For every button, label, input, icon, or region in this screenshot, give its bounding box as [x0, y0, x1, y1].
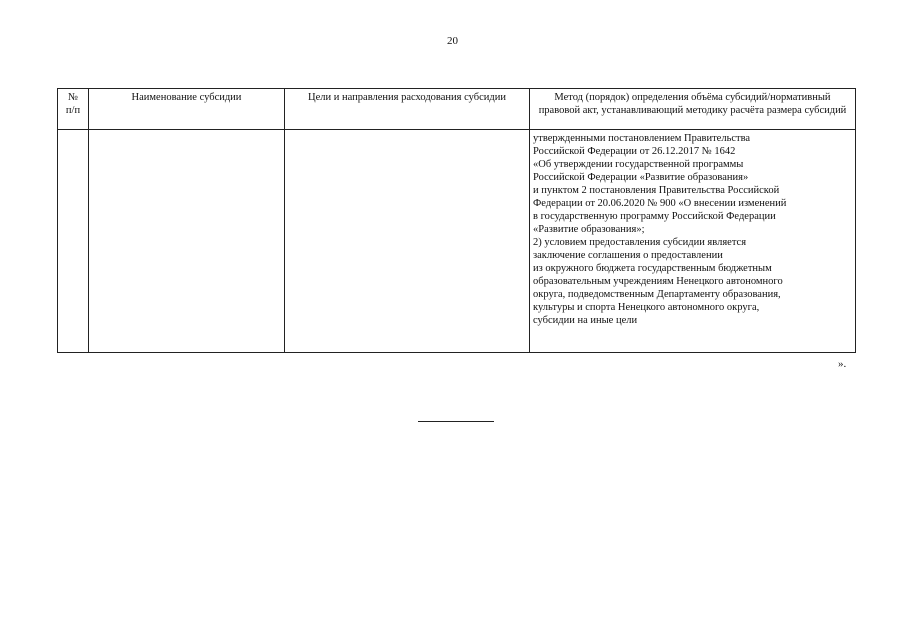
- header-method: Метод (порядок) определения объёма субсидий/нормативный правовой акт, устанавливающий методику расчёта размера субсидий: [530, 89, 856, 130]
- cell-subsidy-name: [89, 130, 285, 353]
- cell-purpose: [285, 130, 530, 353]
- header-number: № п/п: [58, 89, 89, 130]
- table-row: [58, 130, 856, 353]
- page-number: 20: [447, 35, 458, 47]
- subsidy-table: [57, 88, 856, 353]
- end-of-document-rule: [418, 421, 494, 422]
- cell-method: утвержденными постановлением Правительства Российской Федерации от 26.12.2017 № 1642 «Об утверждении государственной программы Российской Федерации «Развитие образования» и пунктом 2 постановления Правительства Российской Федерации от 20.06.2020 № 900 «О внесении изменений в государственную программу Российской Федерации «Развитие образования»; 2) условием предоставления субсидии является заключение соглашения о предоставлении из окружного бюджета государственным бюджетным образовательным учреждениям Ненецкого автономного округа, подведомственным Департаменту образования, культуры и спорта Ненецкого автономного округа, субсидии на иные цели: [530, 130, 856, 353]
- table-header-row: [58, 89, 856, 130]
- closing-quote-mark: ».: [838, 358, 847, 370]
- cell-number: [58, 130, 89, 353]
- header-subsidy-name: Наименование субсидии: [89, 89, 285, 130]
- header-purpose: Цели и направления расходования субсидии: [285, 89, 530, 130]
